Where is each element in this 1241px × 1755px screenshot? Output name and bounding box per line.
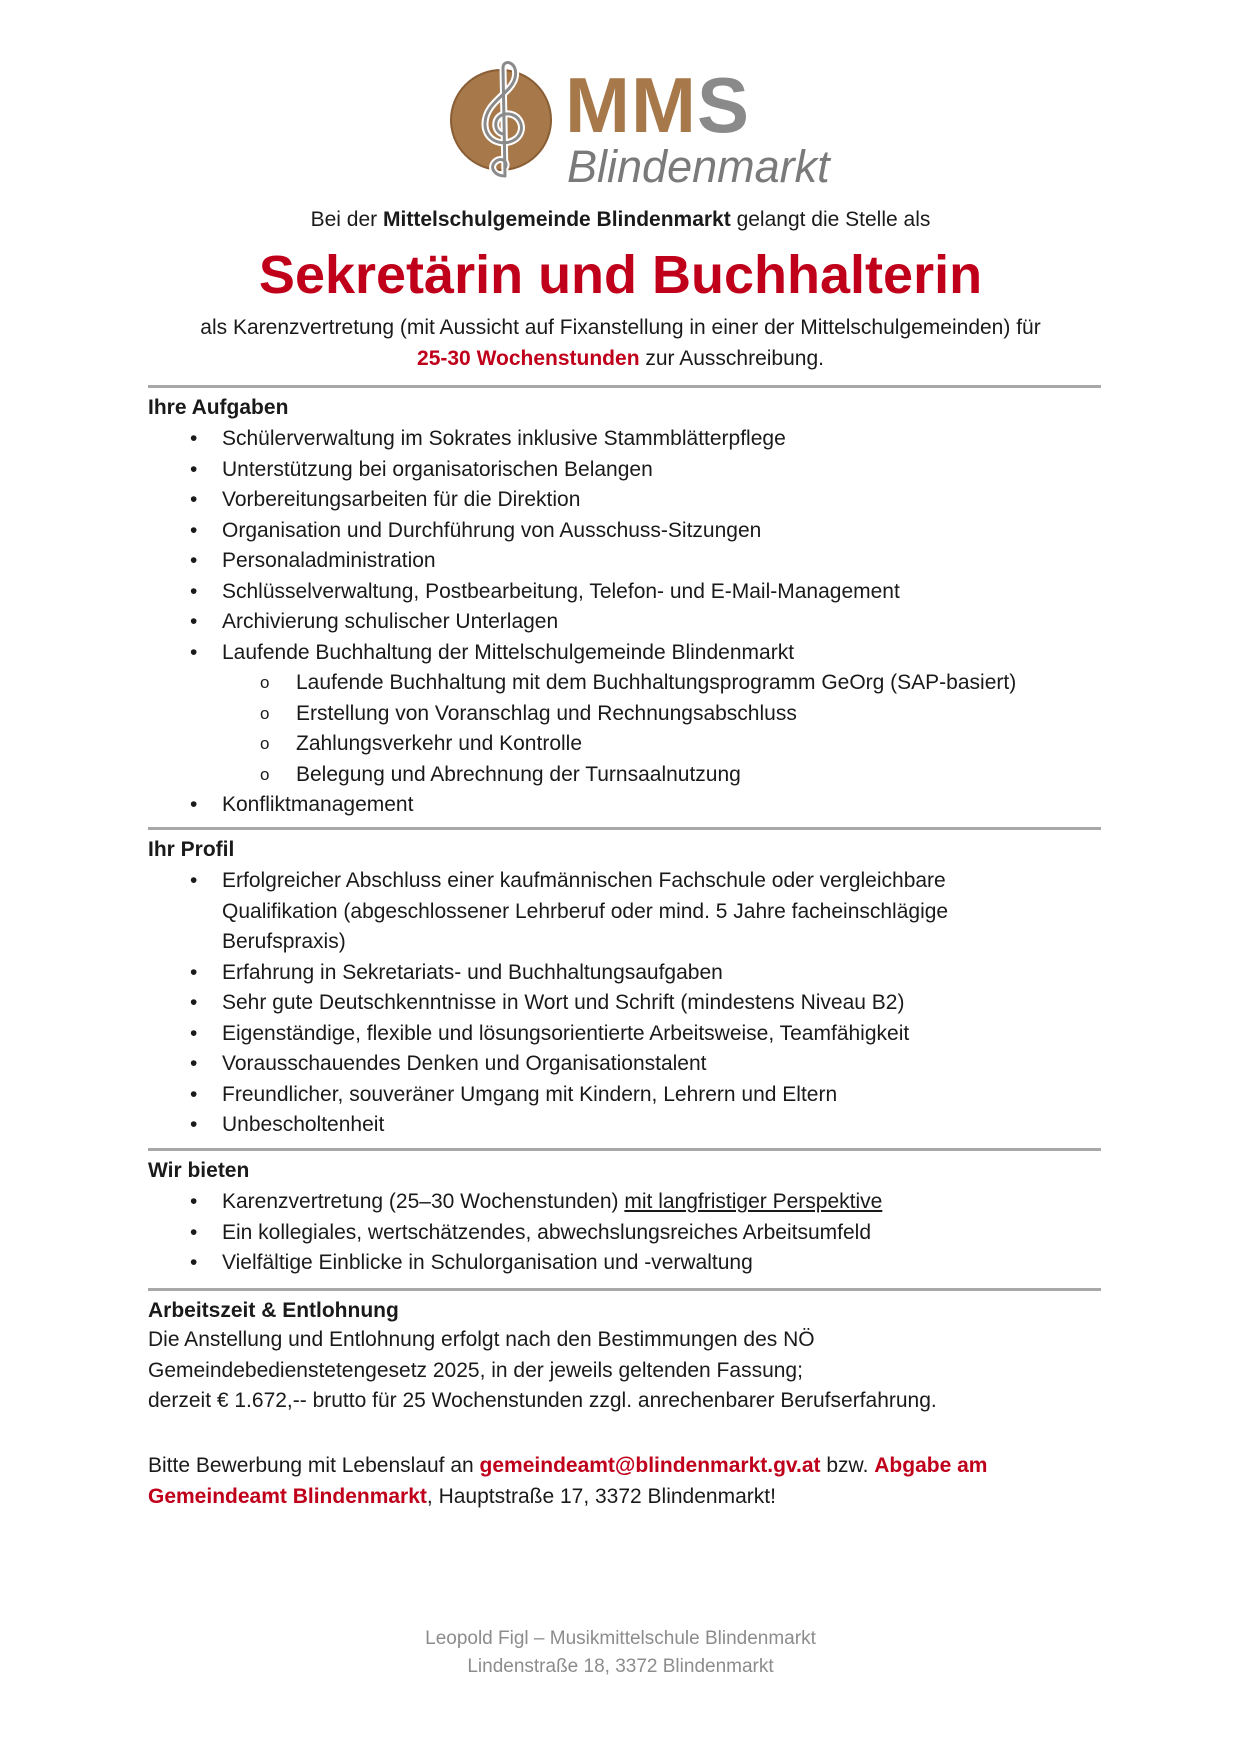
list-item-text: Freundlicher, souveräner Umgang mit Kindern, Lehrern und Eltern xyxy=(222,1082,838,1106)
arbeitszeit-line-3: derzeit € 1.672,-- brutto für 25 Wochenstunden zzgl. anrechenbarer Berufserfahrung. xyxy=(148,1389,937,1412)
divider xyxy=(148,827,1101,830)
list-item xyxy=(148,1110,1078,1141)
section-heading-profil: Ihr Profil xyxy=(148,838,235,861)
bullet-icon: • xyxy=(190,960,198,984)
sub-list-item-text: Zahlungsverkehr und Kontrolle xyxy=(296,732,583,755)
divider xyxy=(148,1288,1101,1291)
arbeitszeit-line-1: Die Anstellung und Entlohnung erfolgt nach den Bestimmungen des NÖ xyxy=(148,1328,815,1351)
intro-org: Mittelschulgemeinde Blindenmarkt xyxy=(383,208,731,231)
bullet-icon: • xyxy=(190,1220,198,1244)
circle-bullet-icon: o xyxy=(260,764,270,784)
list-item-text: Unbescholtenheit xyxy=(222,1113,385,1136)
abgabe-highlight-1: Abgabe am xyxy=(874,1454,988,1477)
intro-prefix: Bei der xyxy=(310,208,383,231)
bewerbung-paragraph xyxy=(148,1451,1108,1512)
divider xyxy=(148,385,1101,388)
subline-1: als Karenzvertretung (mit Aussicht auf Fixanstellung in einer der Mittelschulgemeinden) für xyxy=(200,316,1041,339)
bullet-icon: • xyxy=(190,869,198,892)
list-item-text: Laufende Buchhaltung der Mittelschulgemeinde Blindenmarkt xyxy=(222,640,795,664)
list-item-text: Schülerverwaltung im Sokrates inklusive Stammblätterpflege xyxy=(222,427,786,450)
bullet-icon: • xyxy=(190,1190,198,1213)
list-item xyxy=(148,1049,1078,1080)
abgabe-highlight-2: Gemeindeamt Blindenmarkt xyxy=(148,1484,427,1508)
list-item-text: Berufspraxis) xyxy=(222,930,346,953)
list-item xyxy=(148,455,1078,486)
bullet-icon: • xyxy=(190,1082,198,1106)
bewerbung-suffix: , Hauptstraße 17, 3372 Blindenmarkt! xyxy=(426,1484,776,1508)
logo-mm: MM xyxy=(565,61,697,149)
bullet-icon: • xyxy=(190,579,198,603)
bullet-icon: • xyxy=(190,457,198,481)
bullet-icon: • xyxy=(190,640,198,664)
list-item-text: Archivierung schulischer Unterlagen xyxy=(222,610,559,633)
intro-suffix: gelangt die Stelle als xyxy=(730,208,931,231)
sub-list-item-text: Erstellung von Voranschlag und Rechnungsabschluss xyxy=(296,701,797,725)
bullet-icon: • xyxy=(190,793,198,816)
sub-list-item xyxy=(148,668,1078,699)
list-item xyxy=(148,790,1078,821)
arbeitszeit-paragraph xyxy=(148,1325,1108,1417)
list-item xyxy=(148,866,1078,958)
list-item-text: Sehr gute Deutschkenntnisse in Wort und Schrift (mindestens Niveau B2) xyxy=(222,991,905,1014)
subline-2-suffix: zur Ausschreibung. xyxy=(639,347,824,370)
list-item-text: Vorausschauendes Denken und Organisationstalent xyxy=(222,1052,707,1075)
footer-line-1: Leopold Figl – Musikmittelschule Blindenmarkt xyxy=(425,1628,816,1649)
sub-list-item xyxy=(148,699,1078,730)
list-item xyxy=(148,958,1078,989)
bullet-icon: • xyxy=(190,1021,198,1045)
list-item-text: Erfahrung in Sekretariats- und Buchhaltungsaufgaben xyxy=(222,960,723,984)
list-item xyxy=(148,516,1078,547)
circle-bullet-icon: o xyxy=(260,673,270,692)
email-link[interactable]: gemeindeamt@blindenmarkt.gv.at xyxy=(479,1454,821,1477)
sub-list-item-text: Laufende Buchhaltung mit dem Buchhaltungsprogramm GeOrg (SAP-basiert) xyxy=(296,671,1017,694)
intro-line xyxy=(0,208,1241,232)
profil-list xyxy=(148,866,1078,1141)
bullet-icon: • xyxy=(190,549,198,572)
underlined-text: mit langfristiger Perspektive xyxy=(624,1190,883,1213)
page-title: Sekretärin und Buchhalterin xyxy=(258,245,983,305)
sub-list-item xyxy=(148,760,1078,791)
bullet-icon: • xyxy=(190,1251,198,1274)
logo-subtitle: Blindenmarkt xyxy=(567,141,830,192)
bewerbung-middle: bzw. xyxy=(820,1454,875,1477)
list-item-text: Karenzvertretung (25–30 Wochenstunden) xyxy=(222,1190,625,1213)
section-heading-bieten: Wir bieten xyxy=(148,1159,250,1182)
list-item xyxy=(148,988,1078,1019)
bullet-icon: • xyxy=(190,427,198,450)
list-item xyxy=(148,577,1078,608)
section-heading-aufgaben: Ihre Aufgaben xyxy=(148,396,289,419)
list-item xyxy=(148,1019,1078,1050)
footer-line-2: Lindenstraße 18, 3372 Blindenmarkt xyxy=(467,1656,774,1677)
bullet-icon: • xyxy=(190,488,198,511)
subline-2 xyxy=(0,347,1241,371)
list-item-text: Erfolgreicher Abschluss einer kaufmännischen Fachschule oder vergleichbare xyxy=(222,869,946,892)
circle-bullet-icon: o xyxy=(260,734,270,753)
list-item xyxy=(148,1218,1078,1249)
list-item-text: Vorbereitungsarbeiten für die Direktion xyxy=(222,488,581,511)
list-item xyxy=(148,1248,1078,1279)
bullet-icon: • xyxy=(190,1052,198,1075)
mms-logo xyxy=(445,58,830,193)
list-item xyxy=(148,424,1078,455)
bullet-icon: • xyxy=(190,1113,198,1136)
logo-wordmark xyxy=(565,61,750,149)
aufgaben-list xyxy=(148,424,1078,821)
list-item-text: Qualifikation (abgeschlossener Lehrberuf oder mind. 5 Jahre facheinschlägige xyxy=(222,899,949,923)
list-item xyxy=(148,546,1078,577)
logo-s: S xyxy=(696,61,750,149)
bullet-icon: • xyxy=(190,991,198,1014)
list-item xyxy=(148,1080,1078,1111)
list-item-text: Eigenständige, flexible und lösungsorientierte Arbeitsweise, Teamfähigkeit xyxy=(222,1021,910,1045)
list-item-text: Konfliktmanagement xyxy=(222,793,414,816)
bieten-list xyxy=(148,1187,1078,1279)
treble-clef-icon xyxy=(445,58,557,178)
sub-list-item xyxy=(148,729,1078,760)
list-item xyxy=(148,607,1078,638)
list-item-text: Organisation und Durchführung von Ausschuss-Sitzungen xyxy=(222,518,762,542)
hours-highlight: 25-30 Wochenstunden xyxy=(417,347,640,370)
sub-list-item-text: Belegung und Abrechnung der Turnsaalnutzung xyxy=(296,762,741,786)
section-heading-arbeitszeit: Arbeitszeit & Entlohnung xyxy=(148,1299,399,1322)
list-item xyxy=(148,1187,1078,1218)
list-item-text: Personaladministration xyxy=(222,549,436,572)
list-item-text: Schlüsselverwaltung, Postbearbeitung, Telefon- und E-Mail-Management xyxy=(222,579,900,603)
list-item-text: Ein kollegiales, wertschätzendes, abwechslungsreiches Arbeitsumfeld xyxy=(222,1220,872,1244)
bewerbung-prefix: Bitte Bewerbung mit Lebenslauf an xyxy=(148,1454,480,1477)
bullet-icon: • xyxy=(190,518,198,542)
arbeitszeit-line-2: Gemeindebedienstetengesetz 2025, in der jeweils geltenden Fassung; xyxy=(148,1358,803,1382)
list-item xyxy=(148,485,1078,516)
bullet-icon: • xyxy=(190,610,198,633)
circle-bullet-icon: o xyxy=(260,703,270,723)
divider xyxy=(148,1148,1101,1151)
list-item-text: Unterstützung bei organisatorischen Belangen xyxy=(222,457,653,481)
list-item-text: Vielfältige Einblicke in Schulorganisation und -verwaltung xyxy=(222,1251,753,1274)
list-item xyxy=(148,638,1078,669)
